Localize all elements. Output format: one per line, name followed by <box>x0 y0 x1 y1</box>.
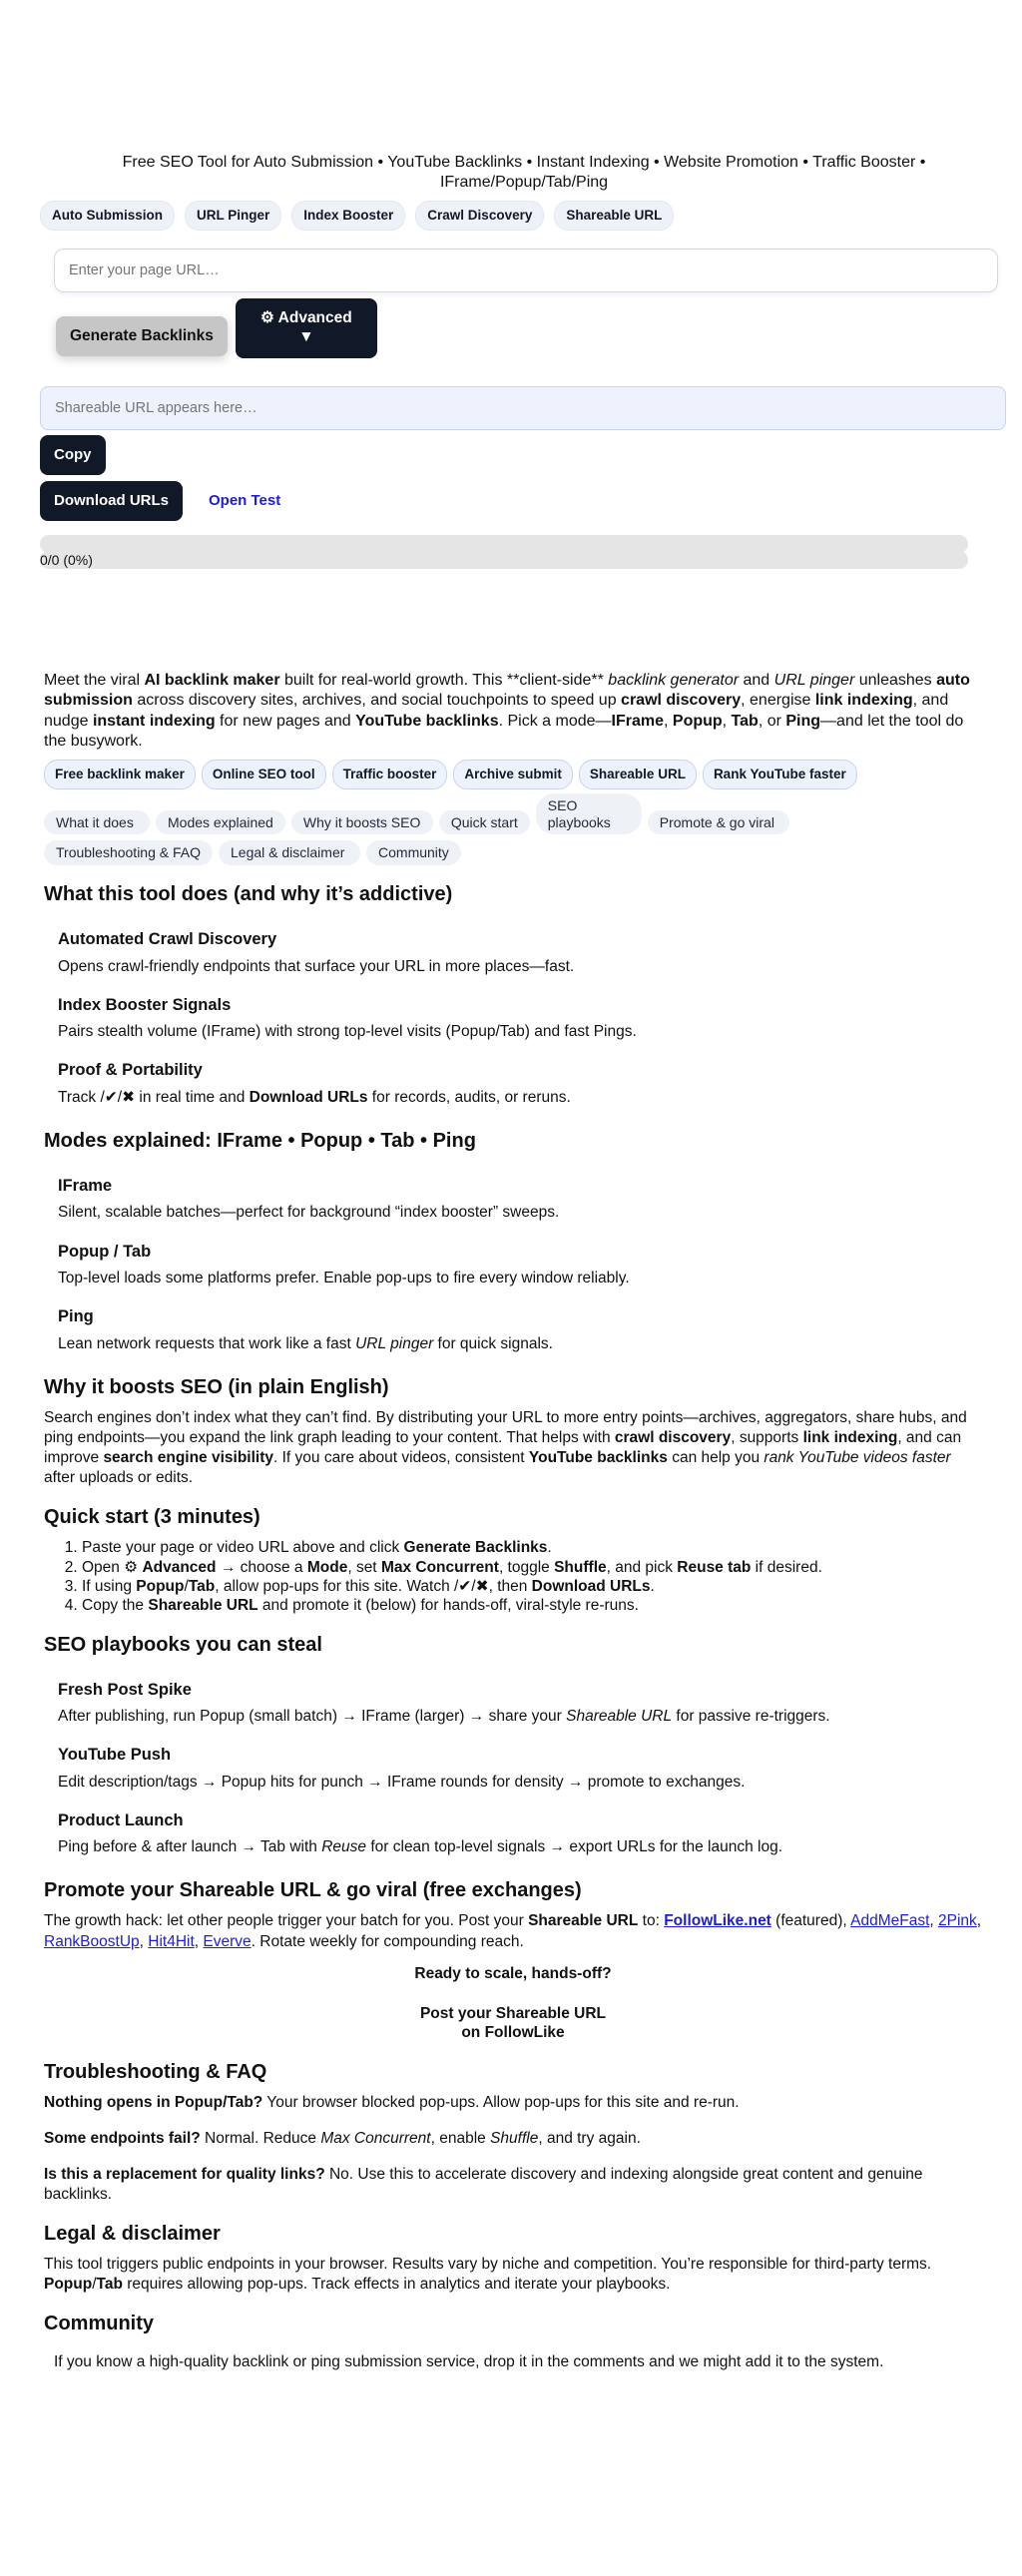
mode-card <box>44 1292 982 1358</box>
chip-url-pinger[interactable]: URL Pinger <box>185 201 281 231</box>
toc-modes-explained[interactable]: Modes explained <box>156 810 285 835</box>
post-on-followlike-button[interactable]: Post your Shareable URL on FollowLike <box>419 2004 607 2042</box>
section-title-quick-start: Quick start (3 minutes) <box>44 1506 260 1529</box>
chip-online-seo-tool[interactable]: Online SEO tool <box>202 760 326 789</box>
tool-tagline: Free SEO Tool for Auto Submission • YouTube Backlinks • Instant Indexing • Website Promotion • Traffic Booster • IFrame/Popup/Tab/Ping <box>122 154 926 191</box>
quick-start-steps <box>82 1538 982 1616</box>
feature-card <box>44 1046 982 1112</box>
list-item: 3. If using Popup/Tab, allow pop-ups for this site. Watch /✔/✖, then Download URLs. <box>82 1577 982 1596</box>
keyword-chips <box>44 760 982 789</box>
shareable-url-field[interactable] <box>40 386 1006 430</box>
advanced-settings-button[interactable] <box>236 298 377 358</box>
list-item: 2. Open ⚙ Advanced → choose a Mode, set Max Concurrent, toggle Shuffle, and pick Reuse tab if desired. <box>82 1558 982 1577</box>
section-title-promote: Promote your Shareable URL & go viral (free exchanges) <box>44 1879 582 1902</box>
toc-what-it-does[interactable]: What it does <box>44 810 150 835</box>
section-title-why: Why it boosts SEO (in plain English) <box>44 1375 389 1398</box>
page-url-input[interactable] <box>54 249 998 292</box>
copy-button[interactable]: Copy <box>40 435 106 475</box>
chip-shareable-url[interactable]: Shareable URL <box>554 201 674 231</box>
section-title-modes: Modes explained: IFrame • Popup • Tab • Ping <box>44 1129 476 1152</box>
toc-community[interactable]: Community <box>366 840 461 865</box>
open-test-link[interactable]: Open Test <box>209 491 281 509</box>
intro-paragraph: Meet the viral AI backlink maker built for real-world growth. This **client-side** backlink generator and URL pinger unleashes auto submission across discovery sites, archives, and social touchpoints to speed up crawl discovery, energise link indexing, and nudge instant indexing for new pages and YouTube backlinks. Pick a mode—IFrame, Popup, Tab, or Ping—and let the tool do the busywork. <box>44 672 970 750</box>
progress-track <box>40 551 968 569</box>
feature-card <box>44 915 982 981</box>
toc-legal[interactable]: Legal & disclaimer <box>219 840 360 865</box>
article <box>44 671 982 2373</box>
promote-paragraph: The growth hack: let other people trigger your batch for you. Post your Shareable URL to: FollowLike.net (featured), AddMeFast, 2Pink, RankBoostUp, Hit4Hit, Everve. Rotate weekly for compounding reach. <box>44 1912 982 1950</box>
card-text: After publishing, run Popup (small batch) → IFrame (larger) → share your Shareable URL for passive re-triggers. <box>58 1708 830 1726</box>
faq-item: Is this a replacement for quality links? No. Use this to accelerate discovery and indexing alongside great content and genuine backlinks. <box>44 2165 923 2204</box>
toc-promote[interactable]: Promote & go viral <box>648 810 789 835</box>
progress-bar <box>40 535 968 553</box>
card-title: Fresh Post Spike <box>58 1680 192 1699</box>
section-title-legal: Legal & disclaimer <box>44 2223 221 2246</box>
card-title: Automated Crawl Discovery <box>58 930 277 949</box>
card-title: IFrame <box>58 1176 113 1195</box>
section-title-community: Community <box>44 2313 154 2335</box>
card-title: Product Launch <box>58 1810 184 1829</box>
card-title: YouTube Push <box>58 1746 172 1765</box>
playbook-card <box>44 1731 982 1797</box>
action-row <box>56 298 1008 358</box>
toc-troubleshooting[interactable]: Troubleshooting & FAQ <box>44 840 213 865</box>
mode-card <box>44 1162 982 1228</box>
link-everve[interactable]: Everve <box>203 1932 252 1950</box>
legal-paragraph: This tool triggers public endpoints in your browser. Results vary by niche and competition. You’re responsible for third-party terms. Popup/Tab requires allowing pop-ups. Track effects in analytics and iterate your playbooks. <box>44 2256 932 2294</box>
card-title: Popup / Tab <box>58 1242 152 1261</box>
faq-item: Nothing opens in Popup/Tab? Your browser blocked pop-ups. Allow pop-ups for this site and re-run. <box>44 2093 740 2111</box>
card-text: Track /✔/✖ in real time and Download URLs for records, audits, or reruns. <box>58 1088 571 1106</box>
download-row <box>40 481 1008 521</box>
list-item: 4. Copy the Shareable URL and promote it (below) for hands-off, viral-style re-runs. <box>82 1596 982 1615</box>
why-paragraph: Search engines don’t index what they can’t find. By distributing your URL to more entry points—archives, aggregators, share hubs, and ping endpoints—you expand the link graph leading to your content. That helps with crawl discovery, supports link indexing, and can improve search engine visibility. If you care about videos, consistent YouTube backlinks can help you rank YouTube videos faster after uploads or edits. <box>44 1408 967 1487</box>
link-rankboostup[interactable]: RankBoostUp <box>44 1932 140 1950</box>
card-text: Ping before & after launch → Tab with Reuse for clean top-level signals → export URLs for the launch log. <box>58 1838 783 1856</box>
chip-crawl-discovery[interactable]: Crawl Discovery <box>415 201 544 231</box>
toc-quick-start[interactable]: Quick start <box>439 810 530 835</box>
card-text: Pairs stealth volume (IFrame) with strong top-level visits (Popup/Tab) and fast Pings. <box>58 1023 637 1041</box>
download-urls-button[interactable]: Download URLs <box>40 481 183 521</box>
link-followlike[interactable]: FollowLike.net <box>664 1912 771 1930</box>
community-text: If you know a high-quality backlink or ping submission service, drop it in the comments and we might add it to the system. <box>54 2353 884 2371</box>
chip-archive-submit[interactable]: Archive submit <box>453 760 573 789</box>
generate-backlinks-button[interactable]: Generate Backlinks <box>56 316 228 356</box>
table-of-contents <box>44 793 842 865</box>
card-title: Proof & Portability <box>58 1061 203 1080</box>
toc-seo-playbooks[interactable]: SEO playbooks <box>536 793 642 835</box>
chip-free-backlink-maker[interactable]: Free backlink maker <box>44 760 196 789</box>
link-2pink[interactable]: 2Pink <box>938 1912 977 1930</box>
link-addmefast[interactable]: AddMeFast <box>850 1912 930 1930</box>
advanced-label: ⚙ Advanced <box>260 308 352 326</box>
cta-text: Ready to scale, hands-off? <box>414 1964 612 1982</box>
faq-item: Some endpoints fail? Normal. Reduce Max Concurrent, enable Shuffle, and try again. <box>44 2129 641 2147</box>
chip-index-booster[interactable]: Index Booster <box>291 201 405 231</box>
card-text: Lean network requests that work like a fast URL pinger for quick signals. <box>58 1334 553 1352</box>
list-item: 1. Paste your page or video URL above and click Generate Backlinks. <box>82 1538 982 1557</box>
section-title-faq: Troubleshooting & FAQ <box>44 2060 267 2083</box>
section-title-what: What this tool does (and why it’s addictive) <box>44 883 453 906</box>
playbook-card <box>44 1797 982 1862</box>
backlink-tool <box>40 153 1008 569</box>
card-text: Opens crawl-friendly endpoints that surface your URL in more places—fast. <box>58 957 575 975</box>
chevron-down-icon: ▼ <box>298 327 314 345</box>
card-text: Top-level loads some platforms prefer. Enable pop-ups to fire every window reliably. <box>58 1269 630 1287</box>
link-hit4hit[interactable]: Hit4Hit <box>148 1932 195 1950</box>
card-title: Index Booster Signals <box>58 995 232 1014</box>
card-text: Edit description/tags → Popup hits for punch → IFrame rounds for density → promote to exchanges. <box>58 1773 746 1791</box>
card-title: Ping <box>58 1307 94 1326</box>
toc-why-it-boosts-seo[interactable]: Why it boosts SEO <box>291 810 433 835</box>
chip-traffic-booster[interactable]: Traffic booster <box>332 760 448 789</box>
mode-card <box>44 1228 982 1293</box>
feature-card <box>44 981 982 1047</box>
chip-rank-youtube-faster[interactable]: Rank YouTube faster <box>703 760 857 789</box>
chip-auto-submission[interactable]: Auto Submission <box>40 201 175 231</box>
chip-shareable-url-kw[interactable]: Shareable URL <box>579 760 697 789</box>
section-title-playbooks: SEO playbooks you can steal <box>44 1633 322 1656</box>
feature-chips <box>40 201 1008 231</box>
playbook-card <box>44 1666 982 1732</box>
card-text: Silent, scalable batches—perfect for background “index booster” sweeps. <box>58 1204 560 1222</box>
